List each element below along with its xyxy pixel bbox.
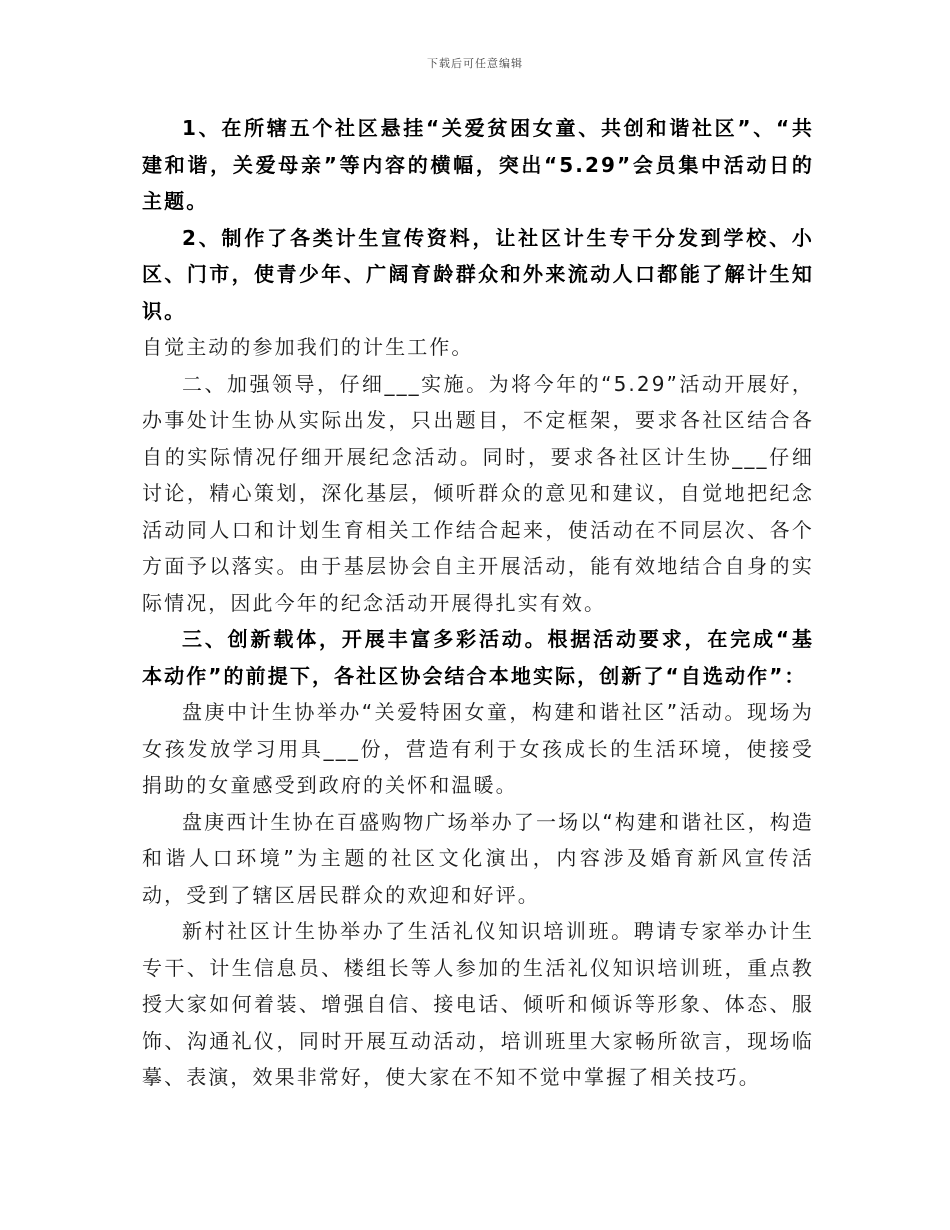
paragraph-1: 1、在所辖五个社区悬挂“关爱贫困女童、共创和谐社区”、“共建和谐，关爱母亲”等内容的横幅，突出“5.29”会员集中活动日的主题。 xyxy=(142,116,814,213)
paragraph-2: 2、制作了各类计生宣传资料，让社区计生专干分发到学校、小区、门市，使青少年、广阔育龄群众和外来流动人口都能了解计生知识。 xyxy=(142,225,814,323)
document-body xyxy=(142,110,814,1096)
paragraph-4: 二、加强领导，仔细___实施。为将今年的“5.29”活动开展好，办事处计生协从实际出发，只出题目，不定框架，要求各社区结合各自的实际情况仔细开展纪念活动。同时，要求各社区计生协___仔细讨论，精心策划，深化基层，倾听群众的意见和建议，自觉地把纪念活动同人口和计划生育相关工作结合起来，使活动在不同层次、各个方面予以落实。由于基层协会自主开展活动，能有效地结合自身的实际情况，因此今年的纪念活动开展得扎实有效。 xyxy=(142,371,814,615)
paragraph-7: 盘庚西计生协在百盛购物广场举办了一场以“构建和谐社区，构造和谐人口环境”为主题的社区文化演出，内容涉及婚育新风宣传活动，受到了辖区居民群众的欢迎和好评。 xyxy=(142,809,814,907)
paragraph-5: 三、创新载体，开展丰富多彩活动。根据活动要求，在完成“基本动作”的前提下，各社区协会结合本地实际，创新了“自选动作”： xyxy=(142,627,814,688)
paragraph-3: 自觉主动的参加我们的计生工作。 xyxy=(142,335,474,359)
paragraph-8: 新村社区计生协举办了生活礼仪知识培训班。聘请专家举办计生专干、计生信息员、楼组长等人参加的生活礼仪知识培训班，重点教授大家如何着装、增强自信、接电话、倾听和倾诉等形象、体态、服饰、沟通礼仪，同时开展互动活动，培训班里大家畅所欲言，现场临摹、表演，效果非常好，使大家在不知不觉中掌握了相关技巧。 xyxy=(142,919,814,1089)
header-note: 下载后可任意编辑 xyxy=(427,57,523,70)
paragraph-6: 盘庚中计生协举办“关爱特困女童，构建和谐社区”活动。现场为女孩发放学习用具___份，营造有利于女孩成长的生活环境，使接受捐助的女童感受到政府的关怀和温暖。 xyxy=(142,700,814,797)
